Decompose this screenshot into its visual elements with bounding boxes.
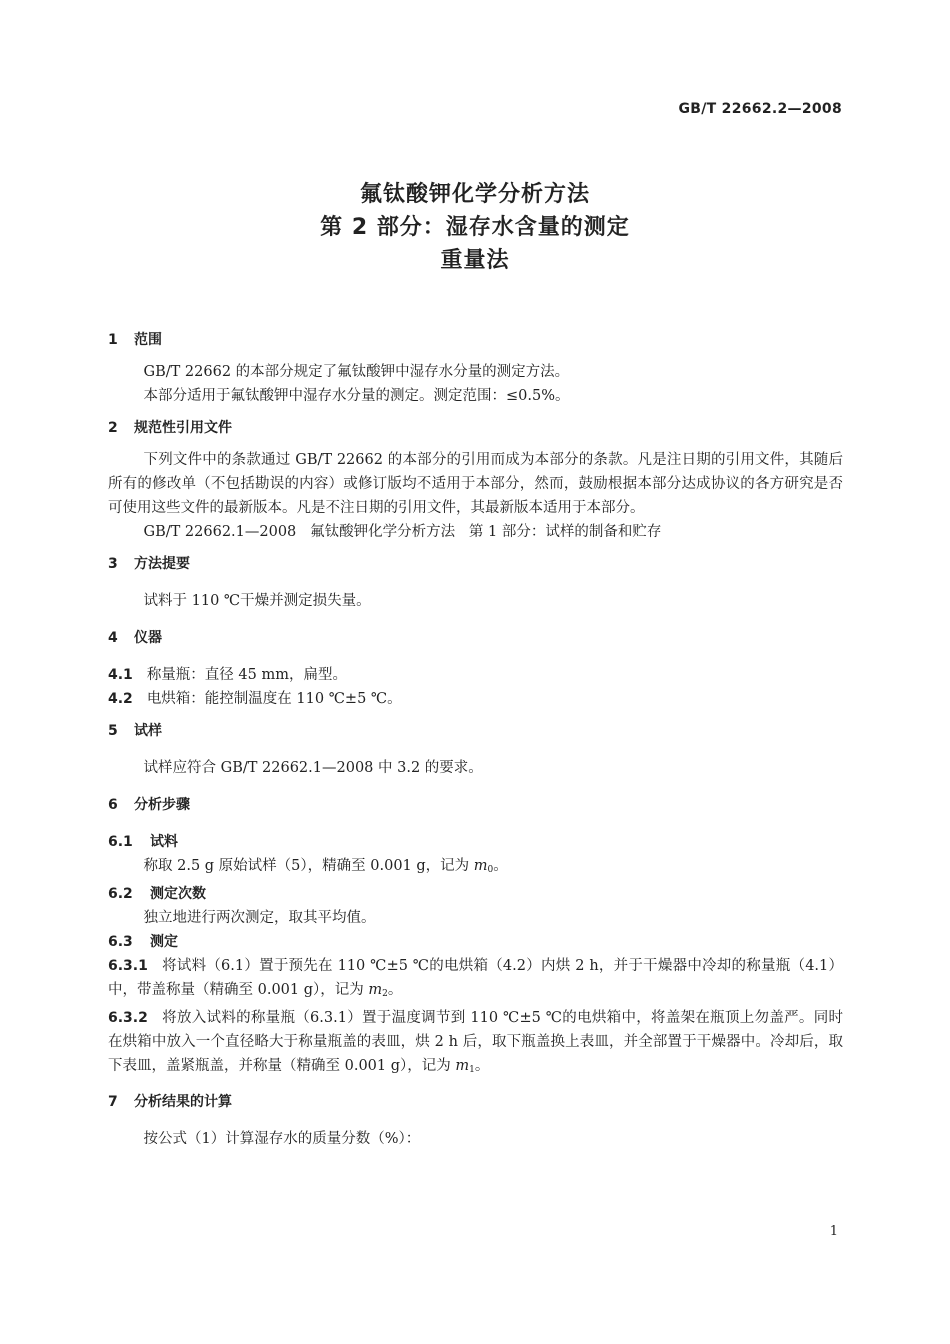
subsection-heading-test-portion <box>108 830 843 854</box>
section-heading-normative-references <box>108 416 843 440</box>
paragraph: GB/T 22662 的本部分规定了氟钛酸钾中湿存水分量的测定方法。 <box>143 364 570 380</box>
section-title: 分析步骤 <box>134 797 190 813</box>
clause-number: 6.3.2 <box>108 1010 148 1026</box>
section-heading-apparatus <box>108 626 843 650</box>
section-heading-sample <box>108 719 843 743</box>
section-number: 1 <box>108 332 118 348</box>
subsection-number: 6.3 <box>108 934 133 950</box>
paragraph: 称取 2.5 g 原始试样（5），精确至 0.001 g，记为 $m_0$。 <box>143 858 508 875</box>
section-number: 6 <box>108 797 118 813</box>
subsection-number: 6.2 <box>108 886 133 902</box>
subsection-title: 测定 <box>150 934 178 950</box>
title-line-3: 重量法 <box>440 248 510 273</box>
item-text: 称量瓶：直径 45 mm，扁型。 <box>146 667 347 683</box>
paragraph: 本部分适用于氟钛酸钾中湿存水分量的测定。测定范围：≤0.5%。 <box>143 388 570 404</box>
variable-m: m <box>455 1058 470 1074</box>
subsection-title: 测定次数 <box>150 886 206 902</box>
clause-number: 6.3.1 <box>108 958 148 974</box>
page-number: 1 <box>829 1224 838 1239</box>
section-title: 试样 <box>134 723 162 739</box>
section-title: 范围 <box>134 332 162 348</box>
section-heading-calculation <box>108 1090 843 1114</box>
clause-6-3-1: 6.3.1 将试料（6.1）置于预先在 110 ℃±5 ℃的电烘箱（4.2）内烘 2 h，并于干燥器中冷却的称量瓶（4.1）中，带盖称量（精确至 0.001 g），记为 $m_2$。 <box>108 958 843 999</box>
document-title <box>0 178 950 277</box>
apparatus-item <box>108 663 843 687</box>
subsection-heading-determination-count <box>108 882 843 906</box>
document-body <box>108 328 843 1151</box>
apparatus-item <box>108 687 843 711</box>
section-number: 4 <box>108 630 118 646</box>
paragraph: 独立地进行两次测定，取其平均值。 <box>143 910 376 926</box>
variable-subscript: 0 <box>487 865 494 875</box>
section-title: 分析结果的计算 <box>134 1094 232 1110</box>
clause-6-3-2: 6.3.2 将放入试料的称量瓶（6.3.1）置于温度调节到 110 ℃±5 ℃的电烘箱中，将盖架在瓶顶上勿盖严。同时在烘箱中放入一个直径略大于称量瓶盖的表皿，烘 2 h 后，取下瓶盖换上表皿，并全部置于干燥器中。冷却后，取下表皿，盖紧瓶盖，并称量（精确至 0.001 g），记为 $m_1$。 <box>108 1010 843 1075</box>
reference-entry: GB/T 22662.1—2008 氟钛酸钾化学分析方法 第 1 部分：试样的制备和贮存 <box>143 524 662 540</box>
title-line-2: 第 2 部分：湿存水含量的测定 <box>320 215 630 240</box>
paragraph: 下列文件中的条款通过 GB/T 22662 的本部分的引用而成为本部分的条款。凡是注日期的引用文件，其随后所有的修改单（不包括勘误的内容）或修订版均不适用于本部分，然而，鼓励根据本部分达成协议的各方研究是否可使用这些文件的最新版本。凡是不注日期的引用文件，其最新版本适用于本部分。 <box>108 452 843 516</box>
section-heading-principle <box>108 552 843 576</box>
section-heading-scope <box>108 328 843 352</box>
section-number: 2 <box>108 420 118 436</box>
subsection-number: 6.1 <box>108 834 133 850</box>
variable-m: m <box>473 858 488 874</box>
section-title: 仪器 <box>134 630 162 646</box>
section-number: 3 <box>108 556 118 572</box>
section-number: 7 <box>108 1094 118 1110</box>
paragraph: 试料于 110 ℃干燥并测定损失量。 <box>143 593 371 609</box>
variable-m: m <box>368 982 383 998</box>
section-number: 5 <box>108 723 118 739</box>
item-number: 4.1 <box>108 667 133 683</box>
variable-subscript: 1 <box>469 1065 475 1075</box>
item-number: 4.2 <box>108 691 133 707</box>
standard-code: GB/T 22662.2—2008 <box>678 101 842 117</box>
paragraph: 按公式（1）计算湿存水的质量分数（%）： <box>143 1131 421 1147</box>
item-text: 电烘箱：能控制温度在 110 ℃±5 ℃。 <box>146 691 402 707</box>
section-heading-procedure <box>108 793 843 817</box>
subsection-title: 试料 <box>150 834 178 850</box>
section-title: 规范性引用文件 <box>134 420 232 436</box>
subsection-heading-determination <box>108 930 843 954</box>
section-title: 方法提要 <box>134 556 190 572</box>
variable-subscript: 2 <box>382 989 388 999</box>
paragraph: 试样应符合 GB/T 22662.1—2008 中 3.2 的要求。 <box>143 760 483 776</box>
title-line-1: 氟钛酸钾化学分析方法 <box>359 182 590 207</box>
